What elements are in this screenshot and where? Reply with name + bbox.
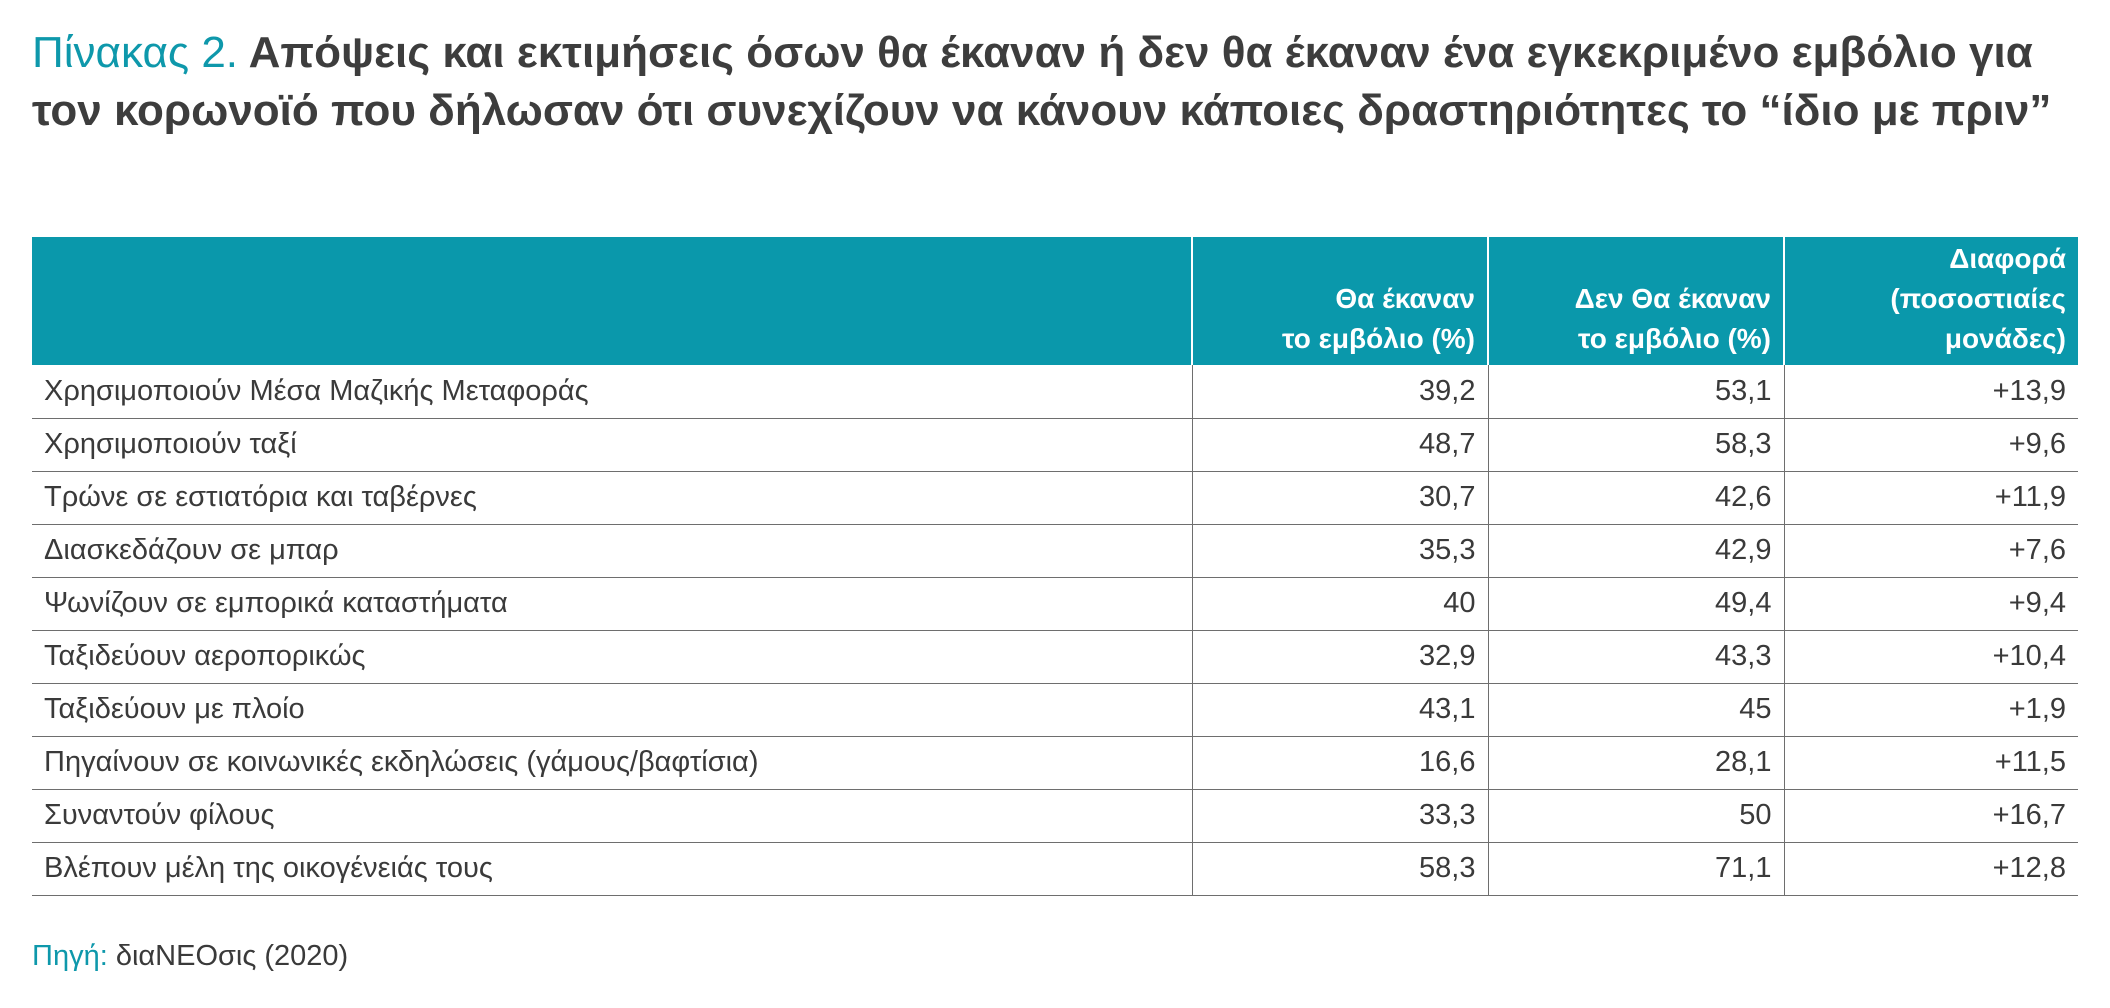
title-text: Απόψεις και εκτιμήσεις όσων θα έκαναν ή δεν θα έκαναν ένα εγκεκριμένο εμβόλιο για τον κορωνοϊό που δήλωσαν ότι συνεχίζουν να κάνουν κάποιες δραστηριότητες το “ίδιο με πριν” [32, 28, 2052, 135]
table-row [32, 683, 2078, 736]
cell-would-not: 58,3 [1488, 418, 1784, 471]
row-label: Ταξιδεύουν αεροπορικώς [32, 630, 1192, 683]
cell-difference: +16,7 [1784, 789, 2078, 842]
header-would-line1: Θα έκαναν [1335, 283, 1475, 314]
cell-difference: +1,9 [1784, 683, 2078, 736]
cell-would: 40 [1192, 577, 1488, 630]
cell-would-not: 42,9 [1488, 524, 1784, 577]
row-label: Βλέπουν μέλη της οικογένειάς τους [32, 842, 1192, 895]
header-would-not-vaccinate [1488, 237, 1784, 365]
cell-difference: +13,9 [1784, 365, 2078, 418]
table-row [32, 524, 2078, 577]
header-would-line2: το εμβόλιο (%) [1282, 323, 1475, 354]
cell-would: 16,6 [1192, 736, 1488, 789]
header-would-not-line2: το εμβόλιο (%) [1578, 323, 1771, 354]
row-label: Τρώνε σε εστιατόρια και ταβέρνες [32, 471, 1192, 524]
cell-would: 58,3 [1192, 842, 1488, 895]
header-would-not-line1: Δεν Θα έκαναν [1574, 283, 1771, 314]
row-label: Διασκεδάζουν σε μπαρ [32, 524, 1192, 577]
header-category [32, 237, 1192, 365]
table-body [32, 365, 2078, 895]
cell-would: 48,7 [1192, 418, 1488, 471]
source-note [32, 940, 348, 973]
table-row [32, 789, 2078, 842]
table-row [32, 365, 2078, 418]
cell-difference: +7,6 [1784, 524, 2078, 577]
cell-would-not: 49,4 [1488, 577, 1784, 630]
table-row [32, 471, 2078, 524]
cell-would-not: 43,3 [1488, 630, 1784, 683]
cell-would: 35,3 [1192, 524, 1488, 577]
header-difference-line3: μονάδες) [1944, 323, 2066, 354]
table-row [32, 842, 2078, 895]
cell-would-not: 45 [1488, 683, 1784, 736]
source-label: Πηγή: [32, 940, 108, 972]
table-header [32, 237, 2078, 365]
table-row [32, 736, 2078, 789]
cell-would: 43,1 [1192, 683, 1488, 736]
header-difference [1784, 237, 2078, 365]
cell-would-not: 53,1 [1488, 365, 1784, 418]
cell-would: 39,2 [1192, 365, 1488, 418]
cell-would-not: 50 [1488, 789, 1784, 842]
table-row [32, 418, 2078, 471]
header-row [32, 237, 2078, 365]
cell-would: 33,3 [1192, 789, 1488, 842]
table-row [32, 577, 2078, 630]
cell-difference: +9,4 [1784, 577, 2078, 630]
header-difference-line2: (ποσοστιαίες [1890, 283, 2066, 314]
cell-difference: +11,9 [1784, 471, 2078, 524]
row-label: Συναντούν φίλους [32, 789, 1192, 842]
row-label: Πηγαίνουν σε κοινωνικές εκδηλώσεις (γάμους/βαφτίσια) [32, 736, 1192, 789]
cell-would-not: 42,6 [1488, 471, 1784, 524]
cell-would: 32,9 [1192, 630, 1488, 683]
row-label: Ταξιδεύουν με πλοίο [32, 683, 1192, 736]
cell-would: 30,7 [1192, 471, 1488, 524]
cell-would-not: 28,1 [1488, 736, 1784, 789]
row-label: Χρησιμοποιούν Μέσα Μαζικής Μεταφοράς [32, 365, 1192, 418]
header-would-vaccinate [1192, 237, 1488, 365]
cell-difference: +12,8 [1784, 842, 2078, 895]
cell-difference: +11,5 [1784, 736, 2078, 789]
cell-difference: +9,6 [1784, 418, 2078, 471]
cell-difference: +10,4 [1784, 630, 2078, 683]
cell-would-not: 71,1 [1488, 842, 1784, 895]
header-difference-line1: Διαφορά [1949, 243, 2066, 274]
data-table [32, 237, 2078, 896]
table-number-label: Πίνακας 2. [32, 28, 239, 77]
row-label: Χρησιμοποιούν ταξί [32, 418, 1192, 471]
source-text: διαΝΕΟσις (2020) [107, 940, 349, 972]
row-label: Ψωνίζουν σε εμπορικά καταστήματα [32, 577, 1192, 630]
page-title [32, 24, 2072, 140]
table-row [32, 630, 2078, 683]
